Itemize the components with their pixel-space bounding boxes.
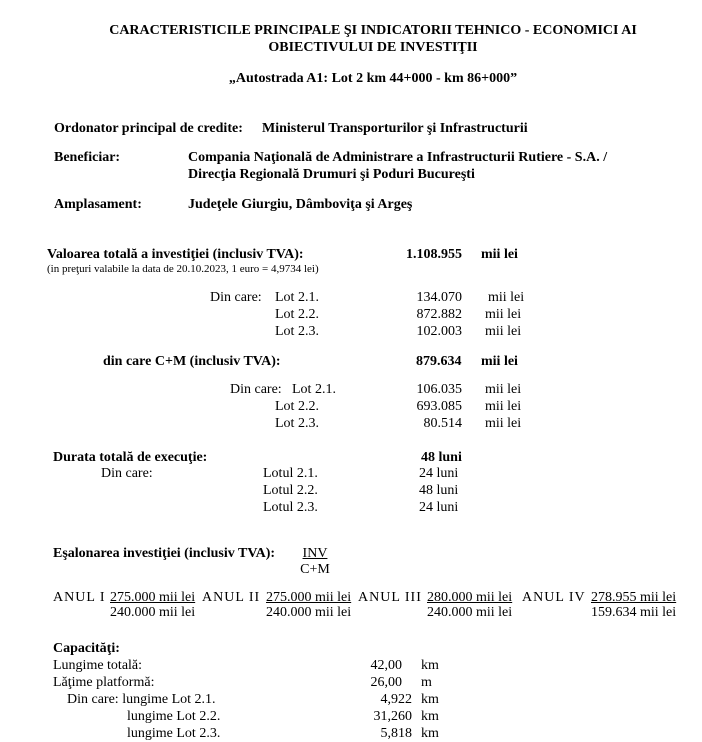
ordonator-value: Ministerul Transporturilor şi Infrastructurii — [262, 121, 528, 136]
beneficiar-value-line1: Compania Naţională de Administrare a Infrastructurii Rutiere - S.A. / — [188, 150, 608, 165]
beneficiar-label: Beneficiar: — [54, 150, 121, 165]
year-inv-value: 275.000 mii lei — [266, 590, 352, 605]
valoare-lot-label: Lot 2.1. — [275, 290, 319, 305]
valoare-totala-unit: mii lei — [481, 247, 518, 262]
amplasament-value: Judeţele Giurgiu, Dâmboviţa şi Argeş — [188, 197, 413, 212]
valoare-lot-label: Lot 2.2. — [275, 307, 319, 322]
esalonare-fraction-bottom: C+M — [300, 562, 330, 577]
valoare-lot-label: Lot 2.3. — [275, 324, 319, 339]
capacitate-value: 5,818 — [380, 726, 412, 741]
valoare-lot-value: 102.003 — [416, 324, 462, 339]
durata-lot-value: 24 luni — [419, 466, 459, 481]
durata-lot-label: Lotul 2.1. — [263, 466, 318, 481]
durata-label: Durata totală de execuţie: — [53, 450, 208, 465]
valoare-din-care-label: Din care: — [210, 290, 262, 305]
year-label: ANUL II — [202, 590, 261, 605]
cm-lot-unit: mii lei — [485, 416, 522, 431]
capacitate-label: lungime Lot 2.2. — [127, 709, 221, 724]
year-cm-value: 159.634 mii lei — [591, 605, 677, 620]
valoare-totala-label: Valoarea totală a investiţiei (inclusiv TVA): — [47, 247, 304, 262]
cm-label: din care C+M (inclusiv TVA): — [103, 354, 281, 369]
capacitate-value: 31,260 — [373, 709, 412, 724]
valoare-note: (in preţuri valabile la data de 20.10.2023, 1 euro = 4,9734 lei) — [47, 263, 319, 275]
capacitate-label: lungime Lot 2.3. — [127, 726, 221, 741]
capacitate-value: 26,00 — [370, 675, 402, 690]
cm-lot-unit: mii lei — [485, 399, 522, 414]
year-inv-value: 280.000 mii lei — [427, 590, 513, 605]
year-label: ANUL IV — [522, 590, 586, 605]
valoare-totala-value: 1.108.955 — [406, 247, 462, 262]
amplasament-label: Amplasament: — [54, 197, 142, 212]
year-cm-value: 240.000 mii lei — [110, 605, 196, 620]
capacitate-unit: km — [421, 709, 439, 724]
capacitate-unit: m — [421, 675, 432, 690]
cm-lot-value: 106.035 — [416, 382, 462, 397]
cm-din-care-label: Din care: — [230, 382, 282, 397]
durata-lot-value: 24 luni — [419, 500, 459, 515]
valoare-lot-unit: mii lei — [485, 324, 522, 339]
year-label: ANUL III — [358, 590, 422, 605]
document-title-line2: OBIECTIVULUI DE INVESTIŢII — [268, 40, 478, 55]
durata-total: 48 luni — [421, 450, 462, 465]
cm-total-unit: mii lei — [481, 354, 518, 369]
document-subtitle: „Autostrada A1: Lot 2 km 44+000 - km 86+000” — [228, 71, 518, 86]
valoare-lot-value: 872.882 — [416, 307, 462, 322]
durata-lot-value: 48 luni — [419, 483, 459, 498]
cm-lot-label: Lot 2.1. — [292, 382, 336, 397]
capacitate-unit: km — [421, 692, 439, 707]
esalonare-label: Eşalonarea investiţiei (inclusiv TVA): — [53, 546, 276, 561]
cm-lot-label: Lot 2.3. — [275, 416, 319, 431]
capacitate-label: Lungime totală: — [53, 658, 143, 673]
year-inv-value: 275.000 mii lei — [110, 590, 196, 605]
cm-lot-value: 80.514 — [423, 416, 462, 431]
year-label: ANUL I — [53, 590, 106, 605]
capacitate-unit: km — [421, 658, 439, 673]
esalonare-fraction-top: INV — [302, 546, 328, 561]
durata-lot-label: Lotul 2.3. — [263, 500, 318, 515]
capacitate-label: Din care: lungime Lot 2.1. — [67, 692, 216, 707]
durata-lot-label: Lotul 2.2. — [263, 483, 318, 498]
capacitati-label: Capacităţi: — [53, 641, 120, 656]
year-cm-value: 240.000 mii lei — [266, 605, 352, 620]
valoare-lot-unit: mii lei — [485, 307, 522, 322]
valoare-lot-unit: mii lei — [488, 290, 525, 305]
cm-lot-label: Lot 2.2. — [275, 399, 319, 414]
year-inv-value: 278.955 mii lei — [591, 590, 677, 605]
document-title-line1: CARACTERISTICILE PRINCIPALE ŞI INDICATORII TEHNICO - ECONOMICI AI — [109, 23, 637, 38]
cm-total-value: 879.634 — [416, 354, 462, 369]
valoare-lot-value: 134.070 — [416, 290, 462, 305]
capacitate-unit: km — [421, 726, 439, 741]
ordonator-label: Ordonator principal de credite: — [54, 121, 243, 136]
durata-din-care-label: Din care: — [101, 466, 153, 481]
cm-lot-unit: mii lei — [485, 382, 522, 397]
cm-lot-value: 693.085 — [416, 399, 462, 414]
capacitate-value: 42,00 — [370, 658, 402, 673]
year-cm-value: 240.000 mii lei — [427, 605, 513, 620]
beneficiar-value-line2: Direcţia Regională Drumuri şi Poduri Bucureşti — [188, 167, 475, 182]
capacitate-label: Lăţime platformă: — [53, 675, 155, 690]
capacitate-value: 4,922 — [380, 692, 412, 707]
